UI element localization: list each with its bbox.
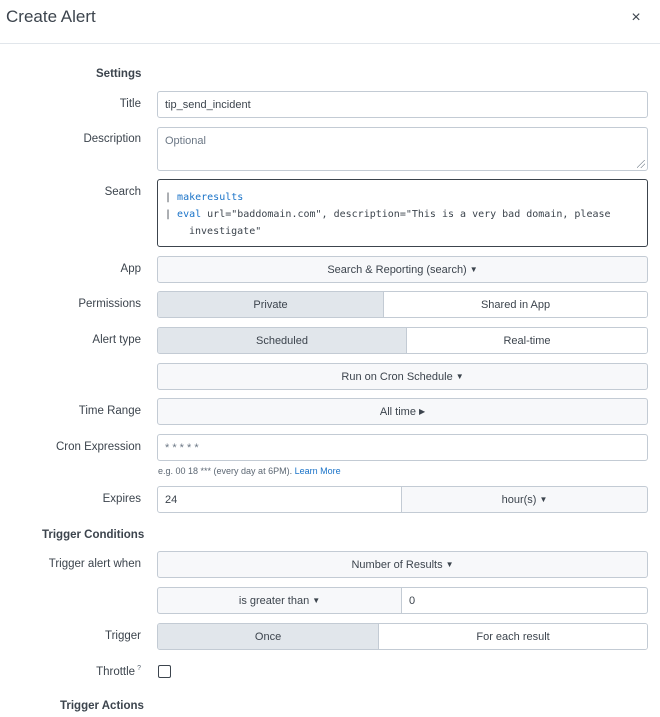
cron-help-text: e.g. 00 18 *** (every day at 6PM). <box>158 466 293 476</box>
permissions-private-button[interactable]: Private <box>158 292 383 317</box>
caret-down-icon: ▼ <box>445 560 454 569</box>
alert-type-toggle <box>157 327 648 354</box>
app-label: App <box>120 263 141 275</box>
trigger-label: Trigger <box>105 630 141 642</box>
search-command: makeresults <box>177 192 244 203</box>
trigger-when-value: Number of Results <box>351 558 443 571</box>
time-range-label: Time Range <box>78 405 141 417</box>
description-label: Description <box>83 133 141 145</box>
cron-input[interactable] <box>157 434 648 461</box>
condition-operator-value: is greater than <box>238 594 310 607</box>
cron-value: * * * * * <box>165 441 199 454</box>
permissions-toggle <box>157 291 648 318</box>
close-icon[interactable]: × <box>631 9 641 26</box>
permissions-label: Permissions <box>78 298 141 310</box>
title-label: Title <box>119 98 141 110</box>
title-input[interactable] <box>157 91 648 118</box>
search-line-2 <box>165 206 640 223</box>
trigger-each-result-button[interactable]: For each result <box>378 624 647 649</box>
search-command: eval <box>177 209 202 220</box>
app-value: Search & Reporting (search) <box>327 263 467 276</box>
expires-control <box>157 486 648 513</box>
description-textarea[interactable] <box>157 127 648 171</box>
help-icon[interactable]: ? <box>137 665 141 672</box>
caret-down-icon: ▼ <box>455 372 464 381</box>
section-trigger-actions: Trigger Actions <box>60 700 144 712</box>
alert-type-label: Alert type <box>92 334 141 346</box>
learn-more-link[interactable]: Learn More <box>294 466 341 476</box>
time-range-value: All time <box>379 405 416 418</box>
section-trigger-conditions: Trigger Conditions <box>42 529 145 541</box>
pipe: | <box>165 192 178 203</box>
section-settings: Settings <box>96 68 142 80</box>
throttle-label-text: Throttle <box>96 665 136 678</box>
search-args: url="baddomain.com", description="This is a very bad domain, please <box>201 209 611 220</box>
trigger-when-label: Trigger alert when <box>48 558 141 570</box>
title-value: tip_send_incident <box>165 98 251 111</box>
condition-control <box>157 587 648 614</box>
time-range-picker[interactable] <box>157 398 648 425</box>
alert-type-scheduled-button[interactable]: Scheduled <box>158 328 406 353</box>
app-dropdown[interactable] <box>157 256 648 283</box>
search-line-3: investigate" <box>189 226 262 237</box>
trigger-once-button[interactable]: Once <box>158 624 378 649</box>
dialog-header <box>0 0 660 44</box>
caret-down-icon: ▼ <box>312 596 321 605</box>
resize-grip-icon[interactable] <box>637 160 645 168</box>
search-line-1 <box>165 189 640 206</box>
cron-label: Cron Expression <box>55 441 141 453</box>
caret-down-icon: ▼ <box>469 265 478 274</box>
condition-value-input[interactable]: 0 <box>402 587 648 614</box>
cron-help <box>158 466 341 476</box>
pipe: | <box>165 209 178 220</box>
permissions-shared-button[interactable]: Shared in App <box>383 292 647 317</box>
throttle-label <box>11 665 141 678</box>
expires-unit-value: hour(s) <box>501 493 537 506</box>
condition-operator-dropdown[interactable] <box>157 587 402 614</box>
search-label: Search <box>104 186 141 198</box>
schedule-value: Run on Cron Schedule <box>341 370 453 383</box>
caret-right-icon: ▶ <box>418 407 426 416</box>
trigger-toggle <box>157 623 648 650</box>
trigger-when-dropdown[interactable] <box>157 551 648 578</box>
search-editor[interactable] <box>157 179 648 247</box>
throttle-checkbox[interactable] <box>158 665 171 678</box>
dialog-title: Create Alert <box>6 7 96 26</box>
expires-label: Expires <box>102 493 141 505</box>
expires-input[interactable]: 24 <box>157 486 402 513</box>
alert-type-realtime-button[interactable]: Real-time <box>406 328 647 353</box>
caret-down-icon: ▼ <box>539 495 548 504</box>
schedule-dropdown[interactable] <box>157 363 648 390</box>
description-placeholder: Optional <box>165 135 206 147</box>
expires-unit-dropdown[interactable] <box>402 486 648 513</box>
